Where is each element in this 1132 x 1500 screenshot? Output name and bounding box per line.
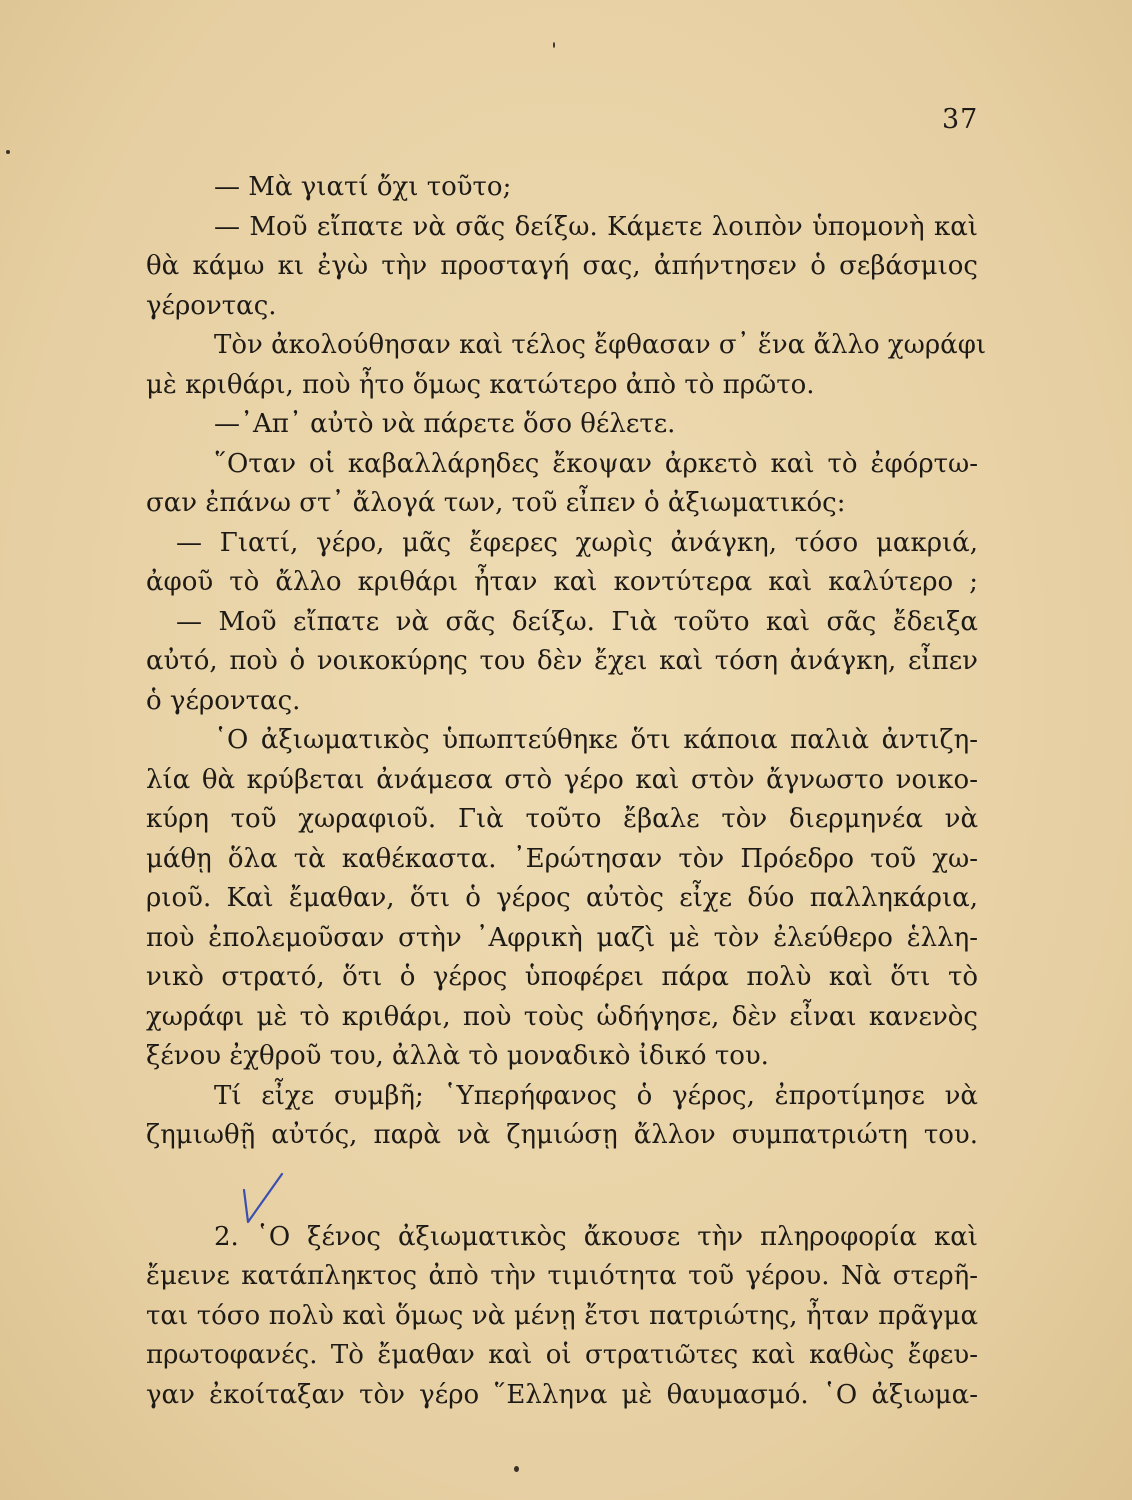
text-line: — Μοῦ εἴπατε νὰ σᾶς δείξω. Κάμετε λοιπὸν ὑπομονὴ καὶ bbox=[214, 211, 978, 242]
text-line: μὲ κριθάρι, ποὺ ἦτο ὅμως κατώτερο ἀπὸ τὸ πρῶτο. bbox=[146, 369, 815, 400]
text-line: ῞Οταν οἱ καβαλλάρηδες ἔκοψαν ἀρκετὸ καὶ τὸ ἐφόρτω- bbox=[214, 448, 978, 479]
text-line: — Γιατί, γέρο, μᾶς ἔφερες χωρὶς ἀνάγκη, τόσο μακριά, bbox=[176, 527, 978, 558]
text-line: κύρη τοῦ χωραφιοῦ. Γιὰ τοῦτο ἔβαλε τὸν διερμηνέα νὰ bbox=[146, 804, 978, 834]
paper-speck bbox=[553, 42, 555, 48]
text-line: ποὺ ἐπολεμοῦσαν στὴν ᾿Αφρικὴ μαζὶ μὲ τὸν ἐλεύθερο ἑλλη- bbox=[146, 922, 978, 953]
text-line: Τί εἶχε συμβῆ; ῾Υπερήφανος ὁ γέρος, ἐπροτίμησε νὰ bbox=[214, 1080, 978, 1111]
text-line: — Μοῦ εἴπατε νὰ σᾶς δείξω. Γιὰ τοῦτο καὶ σᾶς ἔδειξα bbox=[176, 606, 978, 637]
text-line: λία θὰ κρύβεται ἀνάμεσα στὸ γέρο καὶ στὸν ἄγνωστο νοικο- bbox=[146, 764, 978, 795]
paper-speck bbox=[514, 1466, 519, 1472]
text-line: 2. ῾Ο ξένος ἀξιωματικὸς ἄκουσε τὴν πληροφορία καὶ bbox=[214, 1221, 978, 1252]
paper-speck bbox=[6, 150, 10, 154]
text-line: ζημιωθῇ αὐτός, παρὰ νὰ ζημιώσῃ ἄλλον συμπατριώτη του. bbox=[146, 1120, 978, 1150]
text-line: ῾Ο ἀξιωματικὸς ὑπωπτεύθηκε ὅτι κάποια παλιὰ ἀντιζη- bbox=[214, 725, 978, 755]
text-line: ται τόσο πολὺ καὶ ὅμως νὰ μένῃ ἔτσι πατριώτης, ἦταν πρᾶγμα bbox=[146, 1300, 978, 1331]
text-line: αὐτό, ποὺ ὁ νοικοκύρης του δὲν ἔχει καὶ τόση ἀνάγκη, εἶπεν bbox=[146, 646, 978, 676]
pencil-check-mark-icon bbox=[238, 1170, 288, 1230]
text-line: ἔμεινε κατάπληκτος ἀπὸ τὴν τιμιότητα τοῦ γέρου. Νὰ στερῆ- bbox=[146, 1261, 978, 1291]
text-line: ξένου ἐχθροῦ του, ἀλλὰ τὸ μοναδικὸ ἰδικό του. bbox=[146, 1041, 769, 1071]
text-line: ριοῦ. Καὶ ἔμαθαν, ὅτι ὁ γέρος αὐτὸς εἶχε δύο παλληκάρια, bbox=[146, 883, 978, 913]
page-number: 37 bbox=[942, 104, 979, 135]
text-line: ὁ γέροντας. bbox=[146, 685, 301, 716]
text-line: —᾿Απ᾿ αὐτὸ νὰ πάρετε ὅσο θέλετε. bbox=[214, 409, 676, 439]
text-line: σαν ἐπάνω στ᾿ ἄλογά των, τοῦ εἶπεν ὁ ἀξιωματικός: bbox=[146, 488, 846, 518]
text-line: θὰ κάμω κι ἐγὼ τὴν προσταγή σας, ἀπήντησεν ὁ σεβάσμιος bbox=[146, 251, 978, 281]
text-line: πρωτοφανές. Τὸ ἔμαθαν καὶ οἱ στρατιῶτες καὶ καθὼς ἔφευ- bbox=[146, 1340, 978, 1370]
text-line: Τὸν ἀκολούθησαν καὶ τέλος ἔφθασαν σ᾿ ἕνα ἄλλο χωράφι bbox=[214, 330, 987, 360]
text-line: χωράφι μὲ τὸ κριθάρι, ποὺ τοὺς ὡδήγησε, δὲν εἶναι κανενὸς bbox=[146, 1001, 978, 1032]
text-line: — Μὰ γιατί ὄχι τοῦτο; bbox=[214, 172, 512, 202]
text-line: γέροντας. bbox=[146, 290, 277, 321]
text-line: μάθῃ ὅλα τὰ καθέκαστα. ᾿Ερώτησαν τὸν Πρόεδρο τοῦ χω- bbox=[146, 843, 978, 874]
text-line: γαν ἐκοίταξαν τὸν γέρο ῞Ελληνα μὲ θαυμασμό. ῾Ο ἀξιωμα- bbox=[146, 1379, 978, 1410]
text-line: νικὸ στρατό, ὅτι ὁ γέρος ὑποφέρει πάρα πολὺ καὶ ὅτι τὸ bbox=[146, 962, 978, 992]
text-line: ἀφοῦ τὸ ἄλλο κριθάρι ἦταν καὶ κοντύτερα καὶ καλύτερο ; bbox=[146, 567, 978, 597]
